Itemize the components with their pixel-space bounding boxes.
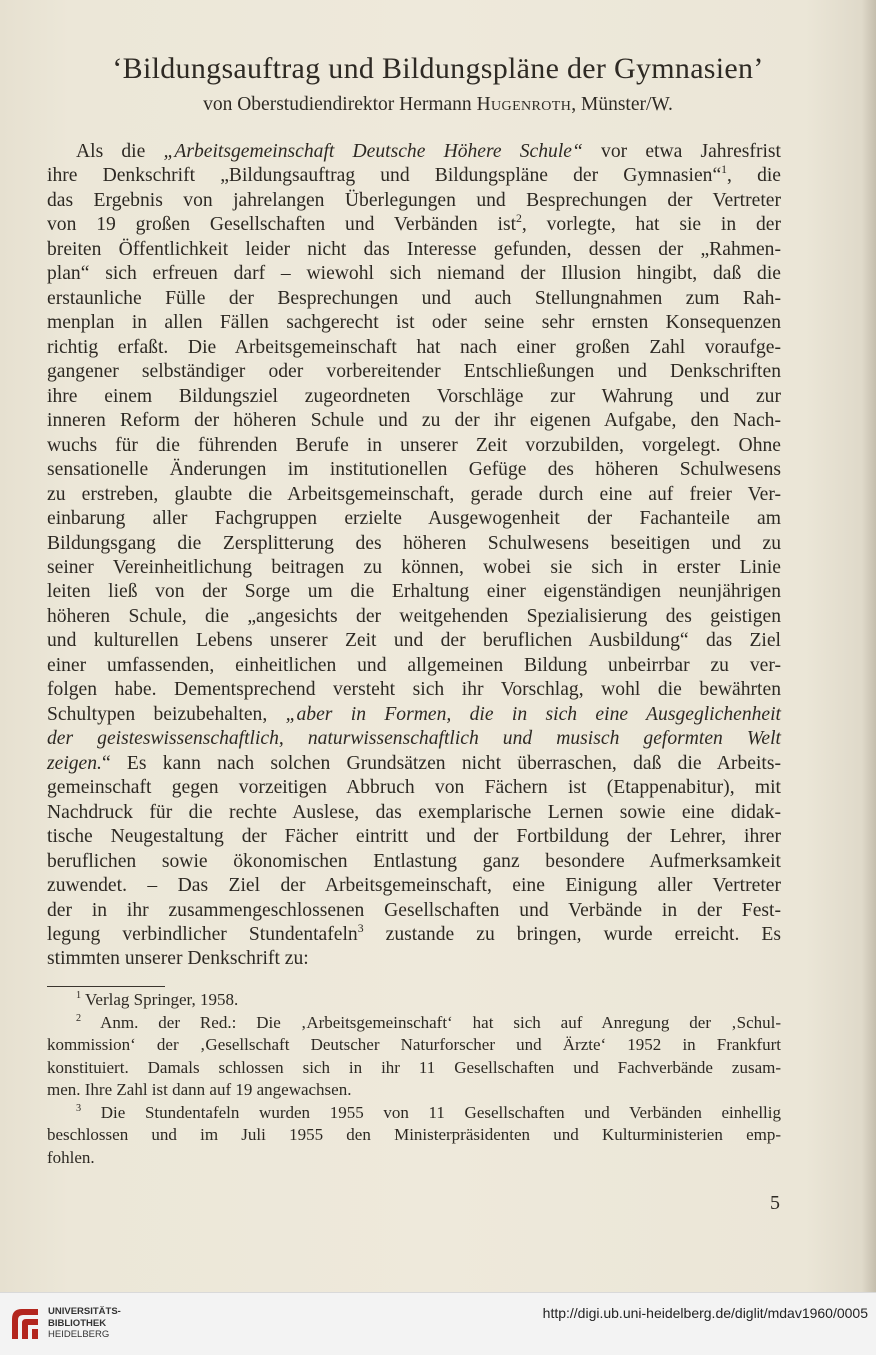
body-line [47, 703, 781, 727]
text-run: men. Ihre Zahl ist dann auf 19 angewachsen. [47, 1080, 352, 1099]
text-run: zu erstreben, glaubte die Arbeitsgemeinschaft, gerade durch eine auf freier Ver- [47, 483, 781, 505]
text-run: kommission‘ der ‚Gesellschaft Deutscher Naturforscher und Ärzte‘ 1952 in Frankfurt [47, 1035, 781, 1054]
university-library-logo-icon [10, 1307, 40, 1341]
byline-suffix: , Münster/W. [571, 94, 673, 115]
footnote-marker: 2 [516, 212, 522, 226]
body-line [47, 899, 781, 923]
body-line [47, 409, 781, 433]
body-line [47, 825, 781, 849]
body-line [47, 189, 781, 213]
text-run: richtig erfaßt. Die Arbeitsgemeinschaft hat nach einer großen Zahl voraufge- [47, 336, 781, 358]
footnote-line [47, 1124, 781, 1147]
byline-prefix: von Oberstudiendirektor Hermann [203, 94, 477, 115]
footnote-marker: 2 [76, 1012, 82, 1024]
footnote-marker: 3 [357, 921, 364, 935]
footnote-line [47, 1102, 781, 1125]
body-line [47, 238, 781, 262]
text-run: „aber in Formen, die in sich eine Ausgeglichenheit [285, 703, 781, 725]
body-line [47, 262, 781, 286]
body-line [47, 801, 781, 825]
text-run: Bildungsgang die Zersplitterung des höheren Schulwesens beseitigen und zu [47, 532, 781, 554]
library-name-line1: UNIVERSITÄTS- [48, 1306, 121, 1317]
text-run: Als die [76, 141, 164, 162]
page-number: 5 [770, 1192, 780, 1214]
text-run: beschlossen und im Juli 1955 den Ministerpräsidenten und Kulturministerien emp- [47, 1125, 781, 1144]
article-body [47, 140, 781, 972]
text-run: leiten ließ von der Sorge um die Erhaltung einer eigenständigen neunjährigen [47, 581, 781, 603]
text-run: „Arbeitsgemeinschaft Deutsche Höhere Schule“ [163, 141, 583, 162]
text-run: einbarung aller Fachgruppen erzielte Ausgewogenheit der Fachanteile am [47, 508, 781, 530]
text-run: ihre einem Bildungsziel zugeordneten Vorschläge zur Wahrung und zur [47, 385, 781, 407]
body-line [47, 458, 781, 482]
text-run: Anm. der Red.: Die ‚Arbeitsgemeinschaft‘ hat sich auf Anregung der ‚Schul- [81, 1012, 781, 1032]
text-run: zeigen. [47, 752, 102, 774]
body-line [47, 678, 781, 702]
body-line [47, 629, 781, 653]
footnote-marker: 3 [76, 1102, 82, 1114]
text-run: legung verbindlicher Stundentafeln [47, 924, 358, 945]
text-run: gangener selbständiger oder vorbereitender Entschließungen und Denkschriften [47, 361, 781, 383]
text-run: beruflichen sowie ökonomischen Entlastung ganz besondere Aufmerksamkeit [47, 850, 781, 872]
text-run: tische Neugestaltung der Fächer eintritt und der Fortbildung der Lehrer, ihrer [47, 826, 781, 848]
body-line [47, 311, 781, 335]
text-run: menplan in allen Fällen sachgerecht ist oder seine sehr ernsten Konsequenzen [47, 312, 781, 334]
text-run: seiner Vereinheitlichung beitragen zu können, wobei sie sich in erster Linie [47, 556, 781, 578]
body-line [47, 580, 781, 604]
text-run: plan“ sich erfreuen darf – wiewohl sich niemand der Illusion hingibt, daß die [47, 263, 781, 285]
text-run: zuwendet. – Das Ziel der Arbeitsgemeinschaft, eine Einigung aller Vertreter [47, 875, 781, 897]
text-run: der geisteswissenschaftlich, naturwissenschaftlich und musisch geformten Welt [47, 728, 781, 750]
library-name [48, 1306, 121, 1341]
text-run: und kulturellen Lebens unserer Zeit und der beruflichen Ausbildung“ das Ziel [47, 630, 781, 652]
text-run: stimmten unserer Denkschrift zu: [47, 948, 309, 970]
text-run: ihre Denkschrift „Bildungsauftrag und Bildungspläne der Gymnasien“ [47, 165, 722, 187]
body-line [47, 923, 781, 947]
text-run: inneren Reform der höheren Schule und zu der ihr eigenen Aufgabe, den Nach- [47, 410, 781, 432]
article-title: ‘Bildungsauftrag und Bildungspläne der Gymnasien’ [112, 52, 764, 85]
body-line [47, 850, 781, 874]
text-run: erstaunliche Fülle der Besprechungen und auch Stellungnahmen zum Rah- [47, 287, 781, 309]
text-run: konstituiert. Damals schlossen sich in ihr 11 Gesellschaften und Fachverbände zusam- [47, 1057, 781, 1077]
text-run: höheren Schule, die „angesichts der weitgehenden Spezialisierung des geistigen [47, 605, 781, 627]
text-run: sensationelle Änderungen im institutionellen Gefüge des höheren Schulwesens [47, 459, 781, 481]
body-line [47, 776, 781, 800]
footnote-marker: 1 [721, 163, 728, 177]
body-line [47, 654, 781, 678]
text-run: , die [727, 165, 781, 187]
library-name-line2: BIBLIOTHEK [48, 1317, 107, 1329]
body-line [47, 434, 781, 458]
body-line [47, 752, 781, 776]
body-line [47, 874, 781, 898]
body-line [47, 164, 781, 188]
source-url-link[interactable]: http://digi.ub.uni-heidelberg.de/diglit/mdav1960/0005 [542, 1305, 868, 1321]
footnote-line [47, 1079, 781, 1102]
text-run: “ Es kann nach solchen Grundsätzen nicht überraschen, daß die Arbeits- [101, 752, 781, 774]
body-line [47, 605, 781, 629]
body-line [47, 727, 781, 751]
footnote-line [47, 989, 781, 1012]
footnote-divider [47, 986, 165, 987]
text-run: einer umfassenden, einheitlichen und allgemeinen Bildung unbeirrbar zu ver- [47, 654, 781, 676]
viewer-footer [0, 1292, 876, 1355]
text-run: breiten Öffentlichkeit leider nicht das Interesse gefunden, dessen der „Rahmen- [47, 238, 781, 260]
body-line [47, 140, 781, 164]
text-run: der in ihr zusammengeschlossenen Gesellschaften und Verbände in der Fest- [47, 899, 781, 921]
text-run: wuchs für die führenden Berufe in unserer Zeit vorzubilden, vorgelegt. Ohne [47, 434, 781, 456]
body-line [47, 532, 781, 556]
body-line [47, 483, 781, 507]
text-run: fohlen. [47, 1147, 95, 1167]
footnote-line [47, 1034, 781, 1057]
footnote-marker: 1 [76, 989, 82, 1001]
body-line [47, 507, 781, 531]
body-line [47, 336, 781, 360]
article-byline [0, 94, 876, 116]
text-run: zustande zu bringen, wurde erreicht. Es [363, 924, 781, 945]
text-run: vor etwa Jahresfrist [582, 141, 781, 162]
text-run: Nachdruck für die rechte Auslese, das exemplarische Lernen sowie eine didak- [47, 801, 781, 823]
library-name-line3: HEIDELBERG [48, 1329, 110, 1340]
body-line [47, 556, 781, 580]
footnote-line [47, 1057, 781, 1080]
footnote-line [47, 1147, 781, 1170]
body-line [47, 947, 781, 971]
text-run: Schultypen beizubehalten, [47, 703, 286, 725]
byline-author: Hugenroth [476, 94, 572, 115]
body-line [47, 213, 781, 237]
body-line [47, 385, 781, 409]
body-line [47, 360, 781, 384]
footnote-line [47, 1012, 781, 1035]
text-run: folgen habe. Dementsprechend versteht sich ihr Vorschlag, wohl die bewährten [47, 679, 781, 701]
text-run: das Ergebnis von jahrelangen Überlegungen und Besprechungen der Vertreter [47, 189, 781, 211]
footnotes [47, 989, 781, 1169]
text-run: von 19 großen Gesellschaften und Verbänden ist [47, 214, 517, 236]
text-run: Verlag Springer, 1958. [81, 990, 239, 1009]
text-run: Die Stundentafeln wurden 1955 von 11 Gesellschaften und Verbänden einhellig [81, 1102, 781, 1122]
text-run: , vorlegte, hat sie in der [521, 214, 781, 236]
text-run: gemeinschaft gegen vorzeitigen Abbruch von Fächern ist (Etappenabitur), mit [47, 777, 781, 799]
body-line [47, 287, 781, 311]
